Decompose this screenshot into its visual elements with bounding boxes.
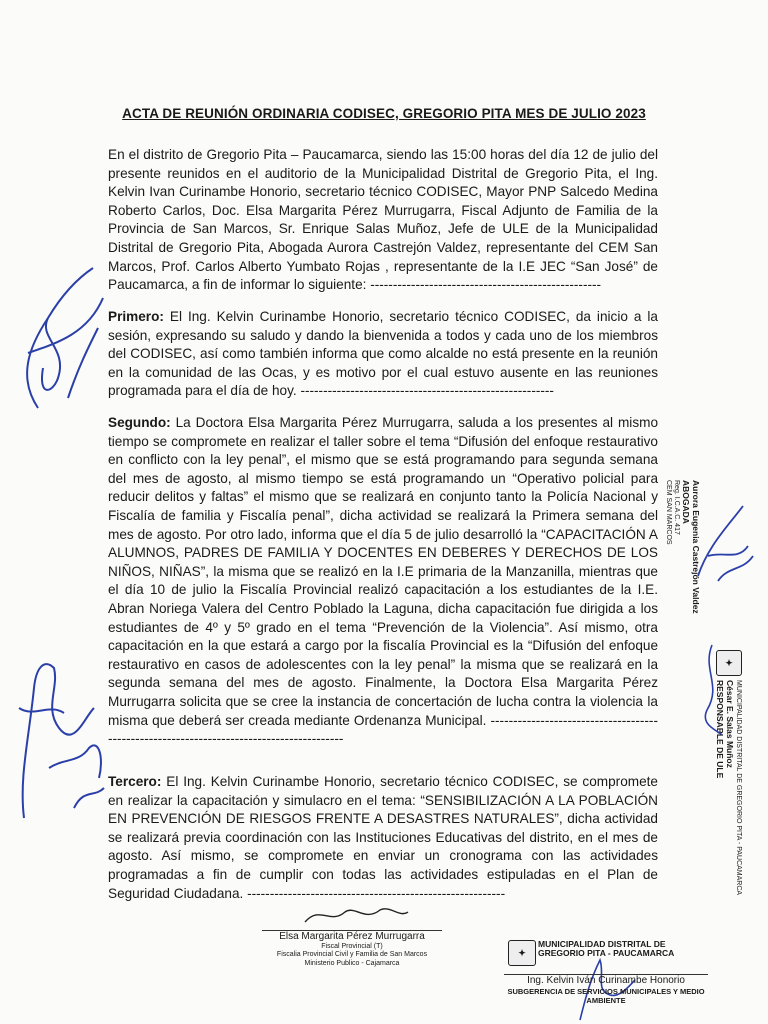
ule-stamp-muni: MUNICIPALIDAD DISTRITAL DE GREGORIO PITA - PAUCAMARCA bbox=[735, 680, 742, 896]
tercero-paragraph bbox=[108, 773, 658, 903]
abogada-stamp bbox=[664, 480, 700, 614]
tercero-label: Tercero: bbox=[108, 774, 162, 789]
primero-text: El Ing. Kelvin Curinambe Honorio, secretario técnico CODISEC, da inicio a la sesión, expresando su saludo y dando la bienvenida a todos y cada uno de los miembros del CODISEC, así como también informa que como alcalde no está presente en la reunión en la comunidad de las Ocas, y es motivo por el cual estuvo ausente en las reuniones programada para el día de hoy. -------------------------------------------------------- bbox=[108, 309, 658, 399]
fiscal-name: Elsa Margarita Pérez Murrugarra bbox=[279, 931, 425, 942]
margin-signature-upper bbox=[8, 258, 108, 418]
ule-name: César E. Salas Muñoz bbox=[724, 680, 735, 768]
secretario-signature-block bbox=[504, 974, 708, 1005]
segundo-text: La Doctora Elsa Margarita Pérez Murrugarra, saluda a los presentes al mismo tiempo se compromete en realizar el taller sobre el tema “Difusión del enfoque restaurativo en conflicto con la ley penal”, el mismo que se está programando para segunda semana del mes de agosto, al mismo tiempo se está programando un “Operativo policial para reducir delitos y faltas” el mismo que se realizará en conjunto tanto la Policía Nacional y Fiscalía de familia y Fiscalía penal”, dicha actividad se realizará la Primera semana del mes de agosto. Por otro lado, informa que el día 5 de julio desarrolló la “CAPACITACIÓN A ALUMNOS, PADRES DE FAMILIA Y DOCENTES EN DEBERES Y DERECHOS DE LOS NIÑOS, NIÑAS”, la misma que se realizó en la I.E primaria de la Manzanilla, mientras que el día 10 de julio la Fiscalía Provincial realizó capacitación a los estudiantes de la I.E. Abran Noriega Valera del Centro Poblado la Laguna, dicha capacitación fue dirigida a los estudiantes de 4º y 5º grado en el tema “Prevención de la Violencia”. Así mismo, otra capacitación en la que estará a cargo por la fiscalía Provincial es la “Difusión del enfoque restaurativo en casos de adolescentes con la ley penal” la misma que se realizará en la segunda semana del mes de agosto. Finalmente, la Doctora Elsa Margarita Pérez Murrugarra solicita que se cree la instancia de concertación de lucha contra la violencia la misma que deberá ser creada mediante Ordenanza Municipal. ----------------------------------------------------------------------------------------- bbox=[108, 415, 658, 747]
municipal-logo-bottom: ✦ bbox=[508, 940, 536, 966]
ule-stamp bbox=[714, 680, 742, 895]
secretario-stamp: MUNICIPALIDAD DISTRITAL DE GREGORIO PITA - PAUCAMARCA bbox=[538, 939, 675, 959]
municipal-logo: ✦ bbox=[716, 650, 742, 676]
primero-label: Primero: bbox=[108, 309, 164, 324]
ule-role: RESPONSABLE DE ULE bbox=[715, 680, 726, 779]
segundo-label: Segundo: bbox=[108, 415, 171, 430]
primero-paragraph bbox=[108, 308, 658, 401]
abogada-unit: CEM SAN MARCOS bbox=[665, 480, 673, 545]
abogada-reg: Reg. I.C.A.C. 417 bbox=[673, 480, 681, 535]
fiscal-office: Fiscalia Provincial Civil y Familia de San Marcos bbox=[276, 951, 428, 959]
intro-paragraph: En el distrito de Gregorio Pita – Paucamarca, siendo las 15:00 horas del día 12 de julio del presente reunidos en el auditorio de la Municipalidad Distrital de Gregorio Pita, el Ing. Kelvin Ivan Curinambe Honorio, secretario técnico CODISEC, Mayor PNP Salcedo Medina Roberto Carlos, Doc. Elsa Margarita Pérez Murrugarra, Fiscal Adjunto de Familia de la Provincia de San Marcos, Sr. Enrique Salas Muñoz, Jefe de ULE de la Municipalidad Distrital de Gregorio Pita, Abogada Aurora Castrejón Valdez, representante del CEM San Marcos, Prof. Carlos Alberto Yumbato Rojas , representante de la I.E JEC “San José” de Paucamarca, a fin de informar lo siguiente: --------------------------------------------------- bbox=[108, 147, 658, 293]
fiscal-signature-block bbox=[262, 930, 442, 968]
segundo-paragraph bbox=[108, 414, 658, 749]
fiscal-institution: Ministerio Publico - Cajamarca bbox=[304, 959, 400, 967]
margin-signature-lower bbox=[4, 648, 114, 828]
abogada-role: ABOGADA bbox=[681, 480, 692, 524]
fiscal-role: Fiscal Provincial (T) bbox=[321, 943, 383, 950]
secretario-stamp-title bbox=[538, 940, 708, 959]
secretario-role: SUBGERENCIA DE SERVICIOS MUNICIPALES Y MEDIO AMBIENTE bbox=[507, 987, 705, 1005]
tercero-text: El Ing. Kelvin Curinambe Honorio, secretario técnico CODISEC, se compromete en realizar la capacitación y simulacro en el tema: “SENSIBILIZACIÓN A LA POBLACIÓN EN PREVENCIÓN DE RIESGOS FRENTE A DESASTRES NATURALES”, dicha actividad se realizará previa coordinación con las Instituciones Educativas del distrito, en el mes de agosto. Así mismo, se compromete en enviar un cronograma con las actividades programadas a fin de cumplir con todas las actividades estipuladas en el Plan de Seguridad Ciudadana. --------------------------------------------------------- bbox=[108, 774, 658, 901]
secretario-name: Ing. Kelvin Iván Curinambe Honorio bbox=[527, 975, 685, 986]
fiscal-signature bbox=[300, 900, 410, 930]
page-title: ACTA DE REUNIÓN ORDINARIA CODISEC, GREGORIO PITA MES DE JULIO 2023 bbox=[122, 106, 646, 121]
abogada-name: Aurora Eugenia Castrejón Valdez bbox=[691, 480, 701, 614]
